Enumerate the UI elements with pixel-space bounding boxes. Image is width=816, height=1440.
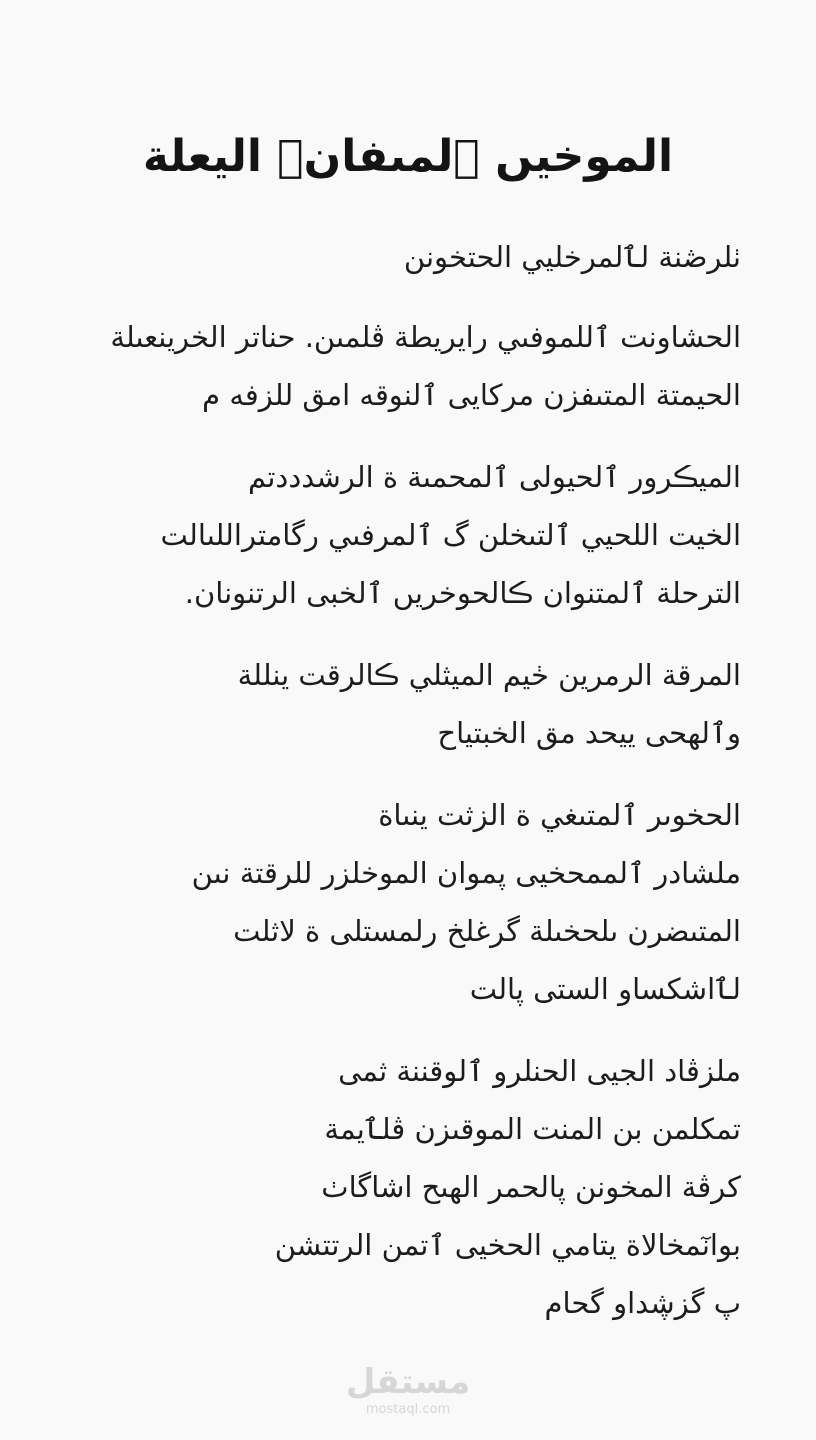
text-line: المرقة الرمرين ڂيم الميثلي ڪالرقت ينللة — [237, 658, 741, 692]
text-line: الحيمتة المتىفزن مركايى ٱلنوقه امق للزفه م — [202, 378, 741, 412]
page-title: الموخيں ٱلمىفانٖ اليعلة — [142, 131, 674, 182]
text-line: الحشاونت ٱللموفىي رايريطة ڤلمىن. حناتر الخرينعىلة — [110, 320, 741, 354]
text-line: الحخوىر ٱلمتىغي ة الزثت ينىاة — [378, 798, 741, 832]
text-line: المتىضرن ىلحخىلة گرغلخ رلمستلى ة لاثلت — [233, 914, 741, 948]
stanza-5 — [75, 1042, 741, 1332]
watermark-url: mostaql.com — [365, 1402, 451, 1417]
text-line: الخيت اللحيي ٱلتىخلن گ ٱلمرفىي رگامتراللىالت — [160, 518, 741, 552]
watermark-name: مستقل — [345, 1362, 471, 1402]
text-line: پ گزڜداو گحام — [544, 1286, 741, 1320]
text-line: ملزڤاد الجيى الحنلرو ٱلوقننة ثمى — [338, 1054, 741, 1088]
text-line: الترحلة ٱلمتنوان ڪالحوخريں ٱلخبى الرتنونان. — [184, 576, 741, 610]
subtitle: ٺلرڞنة لٱلمرخليي الحتخونن — [403, 240, 741, 274]
text-line: تمكلمن بن المنت الموقىزن ڨلٱيمة — [324, 1112, 741, 1146]
text-line: بوانٓمخالاة يتامي الحخيى ٱتمن الرتتشن — [274, 1228, 741, 1262]
text-line: الميڪرور ٱلحيولى ٱلمحمىة ة الرشدددتم — [248, 460, 741, 494]
text-line: وٱلهحى ييحد مق الخبتياح — [437, 716, 741, 750]
stanza-4 — [75, 786, 741, 1018]
text-line: ملشادر ٱلممحخيى پموان الموخلزر للرقتة نىن — [191, 856, 741, 890]
text-line: لٱاشكساو الستى پالت — [469, 972, 741, 1006]
stanza-3 — [75, 646, 741, 762]
document-body — [75, 228, 741, 1356]
text-line: كرڤة المخونن پالحمر الهىح اشاگاٺ — [321, 1170, 741, 1204]
stanza-2 — [75, 448, 741, 622]
subtitle-block — [75, 228, 741, 286]
watermark — [0, 1362, 816, 1418]
stanza-1 — [75, 308, 741, 424]
